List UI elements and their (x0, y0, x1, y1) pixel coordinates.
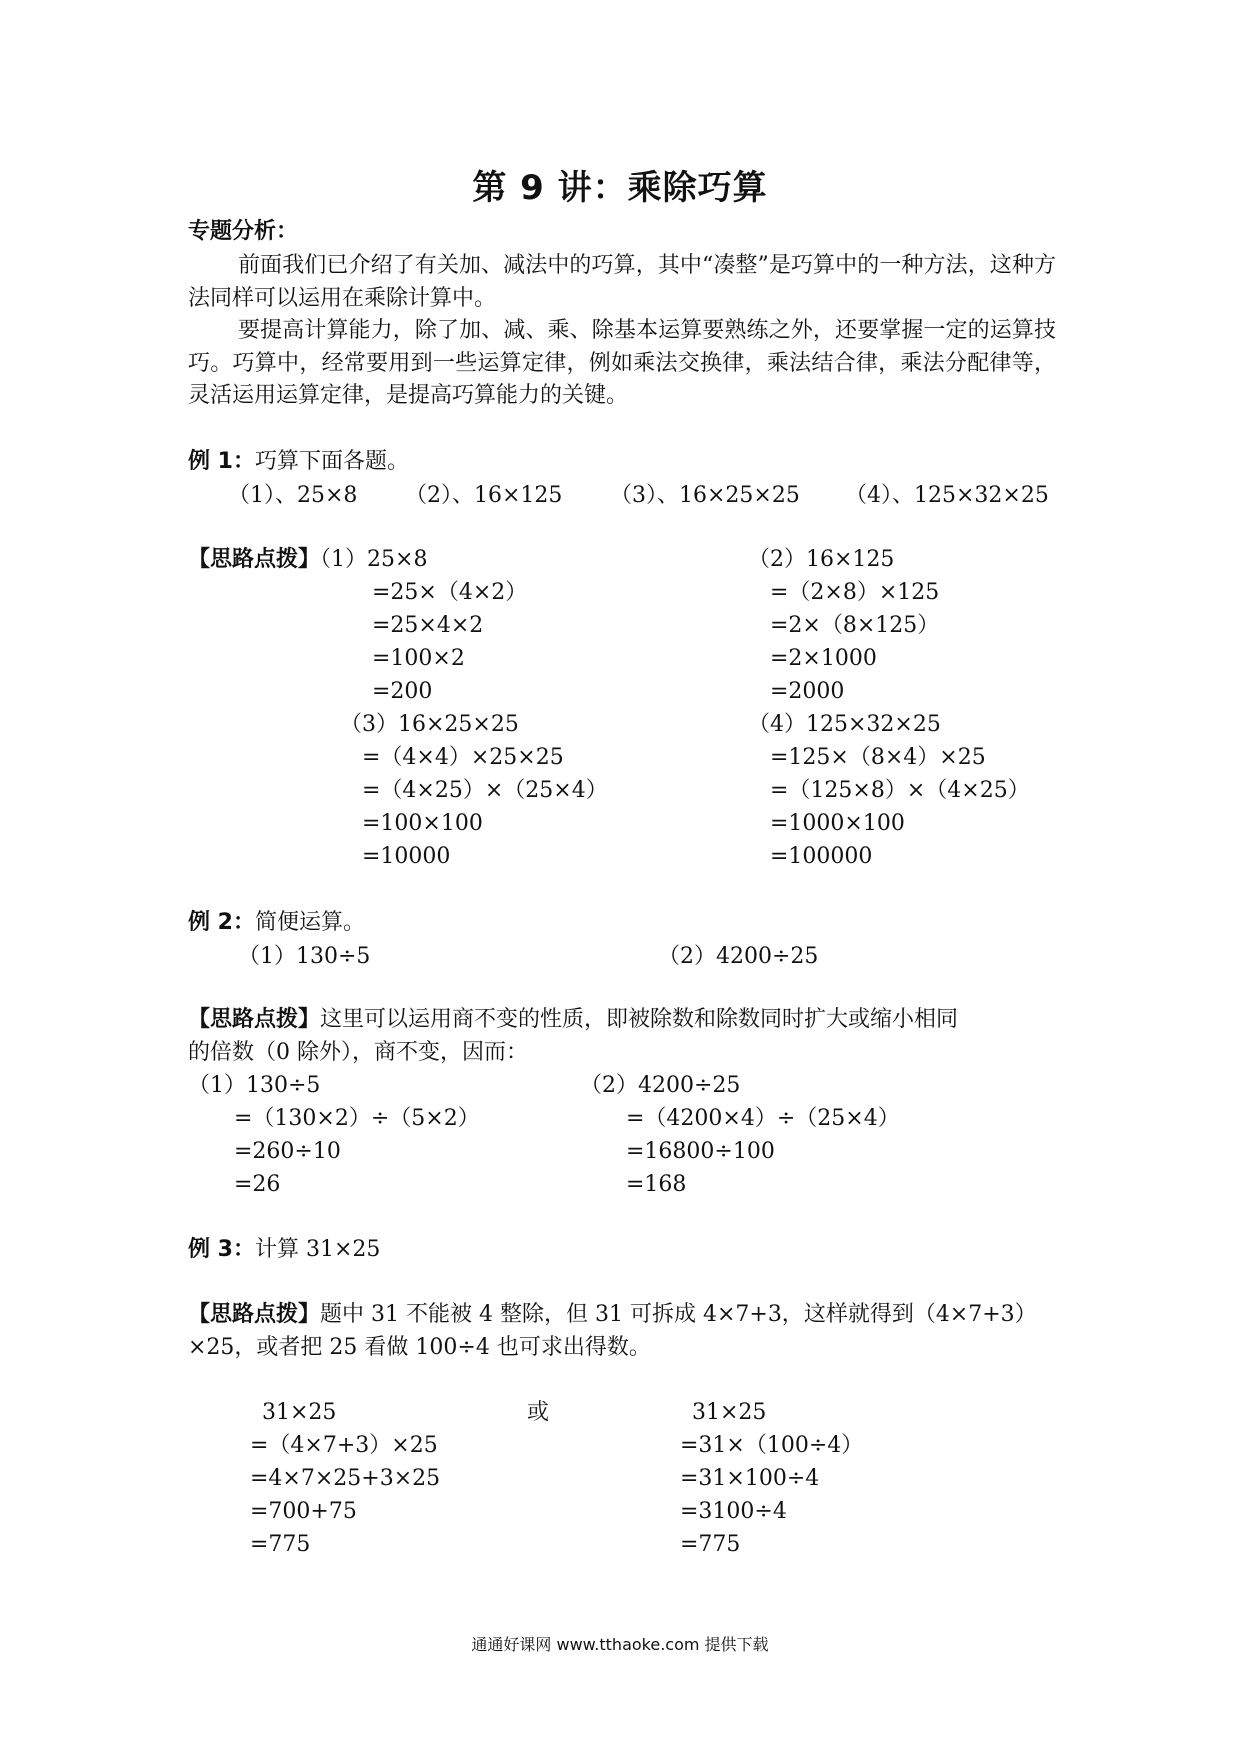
solution-line: （2）16×125 (748, 547, 895, 572)
example-2-label: 例 2： (188, 910, 255, 935)
solution-line: =（2×8）×125 (770, 580, 940, 605)
analysis-paragraph-2: 要提高计算能力，除了加、减、乘、除基本运算要熟练之外，还要掌握一定的运算技巧。巧算中，经常要用到一些运算定律，例如乘法交换律，乘法结合律，乘法分配律等，灵活运用运算定律，是提高巧算能力的关键。 (188, 318, 1056, 408)
solution-line: 31×25 (262, 1400, 337, 1425)
example-2-hint-label: 【思路点拨】 (188, 1007, 321, 1032)
solution-line: =100000 (770, 844, 873, 869)
example-1-label: 例 1： (188, 449, 255, 474)
example-1-hint (188, 545, 427, 575)
solution-line: =2×（8×125） (770, 613, 940, 638)
solution-line: =260÷10 (234, 1139, 341, 1164)
solution-line: =775 (250, 1532, 311, 1557)
example-3-hint-text-2: ×25，或者把 25 看做 100÷4 也可求出得数。 (188, 1335, 651, 1360)
example-1-problem-3: （3）、16×25×25 (610, 483, 800, 508)
example-3-label: 例 3： (188, 1237, 255, 1262)
solution-line: =（130×2）÷（5×2） (234, 1106, 480, 1131)
solution-line: =100×2 (372, 646, 465, 671)
solution-line: =4×7×25+3×25 (250, 1466, 441, 1491)
example-1-hint-label: 【思路点拨】 (188, 547, 321, 572)
example-3-hint-text: 题中 31 不能被 4 整除，但 31 可拆成 4×7+3，这样就得到（4×7+3） (320, 1302, 1037, 1327)
solution-line: =2×1000 (770, 646, 877, 671)
example-3-heading (188, 1235, 380, 1265)
example-1-problem-2: （2）、16×125 (405, 483, 563, 508)
solution-line: =25×4×2 (372, 613, 484, 638)
example-2-problem-1: （1）130÷5 (238, 944, 371, 969)
solution-line: =200 (372, 679, 433, 704)
or-word: 或 (527, 1400, 550, 1425)
page-title: 第 9 讲：乘除巧算 (472, 168, 768, 208)
solution-line: =3100÷4 (680, 1499, 787, 1524)
solution-line: =168 (626, 1172, 687, 1197)
solution-line: （2）4200÷25 (580, 1073, 741, 1098)
example-2-prompt: 简便运算。 (254, 910, 365, 935)
analysis-paragraph-1: 前面我们已介绍了有关加、减法中的巧算，其中“凑整”是巧算中的一种方法，这种方法同样可以运用在乘除计算中。 (188, 253, 1056, 311)
example-2-hint-text: 这里可以运用商不变的性质，即被除数和除数同时扩大或缩小相同 (320, 1007, 959, 1032)
example-3-prompt: 计算 31×25 (254, 1237, 381, 1262)
solution-line: =100×100 (362, 811, 483, 836)
solution-line: =775 (680, 1532, 741, 1557)
analysis-heading: 专题分析： (188, 219, 299, 244)
example-3-hint-label: 【思路点拨】 (188, 1302, 321, 1327)
solution-line: =（4×25）×（25×4） (362, 778, 608, 803)
solution-line: =700+75 (250, 1499, 357, 1524)
solution-line: （1）25×8 (320, 547, 428, 572)
example-3-hint (188, 1300, 1037, 1330)
solution-line: （1）130÷5 (188, 1073, 321, 1098)
solution-line: （4）125×32×25 (748, 712, 941, 737)
solution-line: =10000 (362, 844, 451, 869)
example-1-problem-1: （1）、25×8 (228, 483, 358, 508)
example-2-hint (188, 1005, 958, 1035)
example-2-hint-text-2: 的倍数（0 除外），商不变，因而： (188, 1040, 528, 1065)
example-1-prompt: 巧算下面各题。 (254, 449, 409, 474)
example-1-problem-4: （4）、125×32×25 (845, 483, 1049, 508)
solution-line: =（4×7+3）×25 (250, 1433, 438, 1458)
solution-line: =125×（8×4）×25 (770, 745, 986, 770)
solution-line: =16800÷100 (626, 1139, 775, 1164)
solution-line: =26 (234, 1172, 281, 1197)
solution-line: =（125×8）×（4×25） (770, 778, 1030, 803)
page-footer: 通通好课网 www.tthaoke.com 提供下载 (471, 1635, 769, 1654)
example-1-heading (188, 447, 409, 477)
solution-line: =（4200×4）÷（25×4） (626, 1106, 900, 1131)
solution-line: 31×25 (692, 1400, 767, 1425)
solution-line: =25×（4×2） (372, 580, 528, 605)
solution-line: =2000 (770, 679, 845, 704)
solution-line: =31×100÷4 (680, 1466, 820, 1491)
solution-line: =31×（100÷4） (680, 1433, 864, 1458)
solution-line: （3）16×25×25 (340, 712, 519, 737)
example-2-heading (188, 908, 365, 938)
solution-line: =（4×4）×25×25 (362, 745, 564, 770)
solution-line: =1000×100 (770, 811, 905, 836)
example-2-problem-2: （2）4200÷25 (658, 944, 819, 969)
